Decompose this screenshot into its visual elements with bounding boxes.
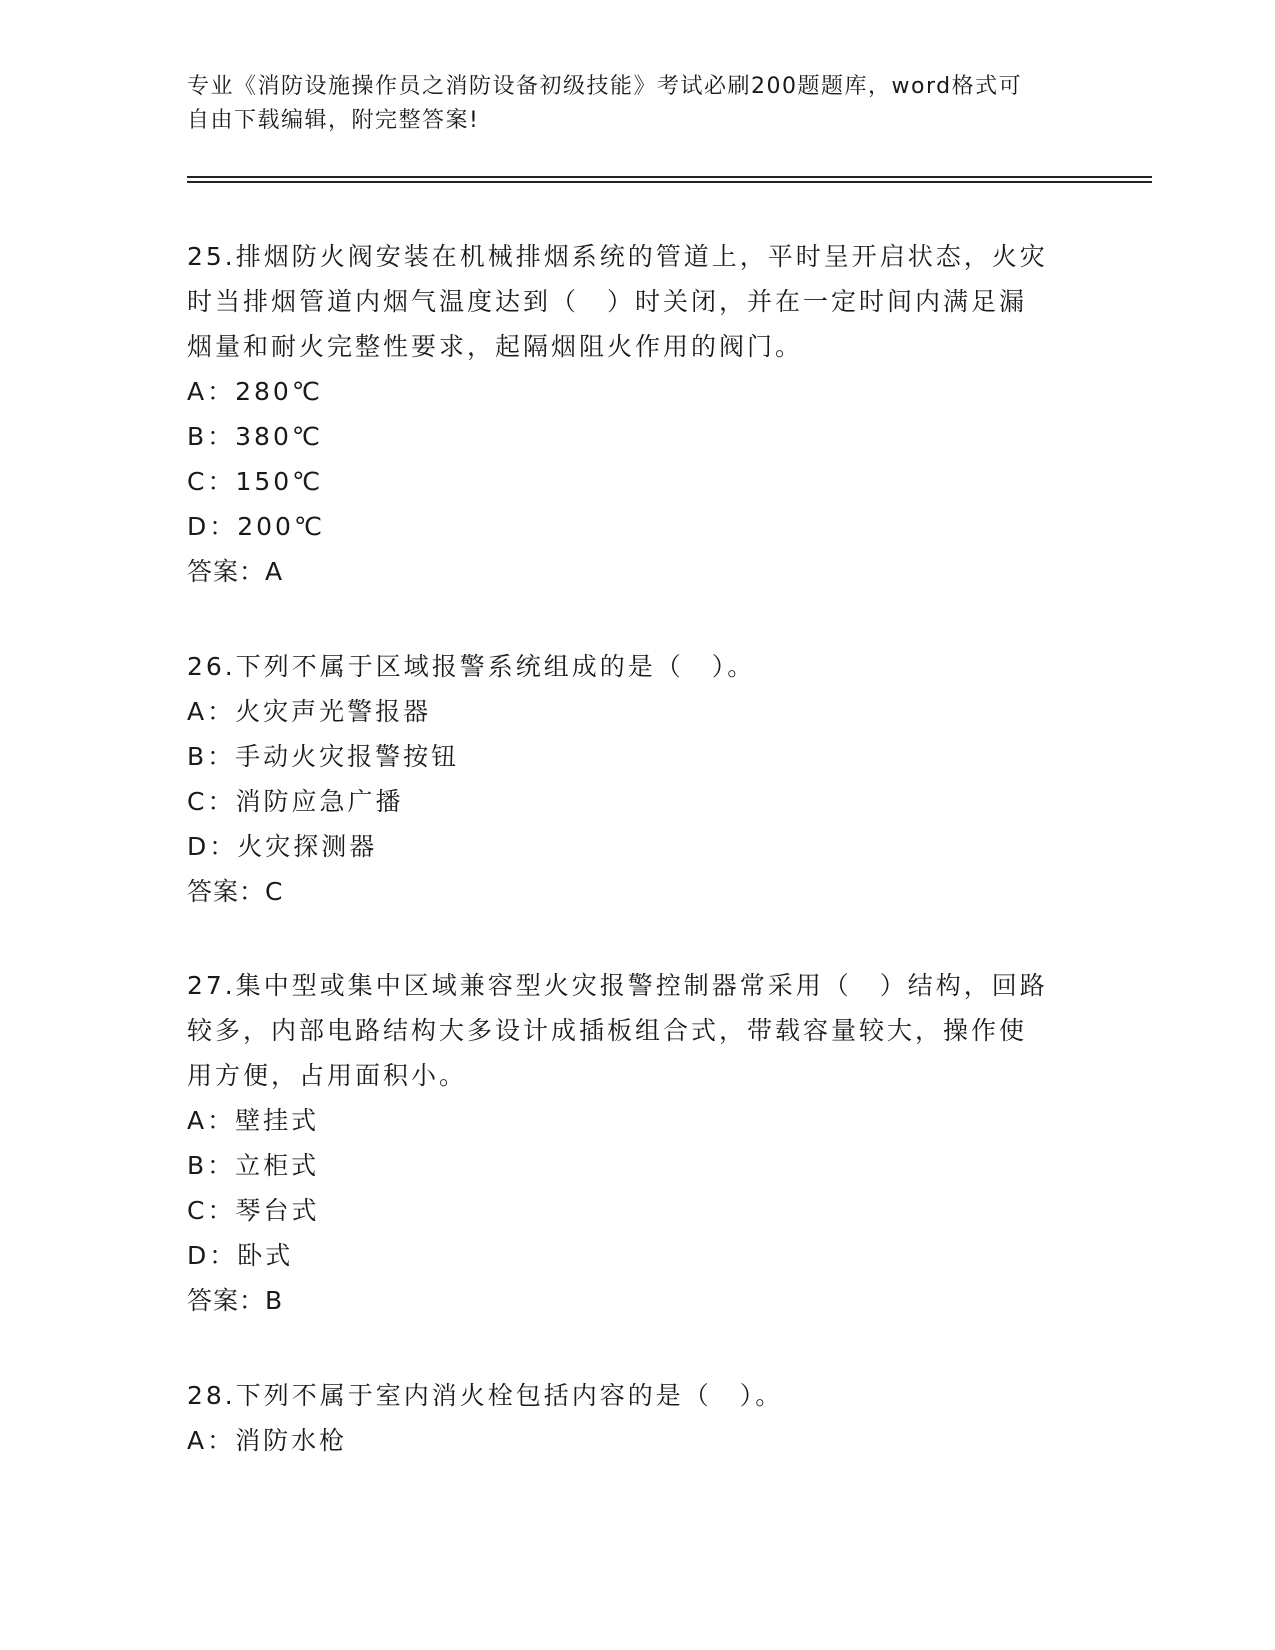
question-stem: [187, 963, 1067, 1098]
question-25: [187, 234, 1067, 594]
option-c: C：消防应急广播: [187, 787, 404, 816]
header-divider-top: [187, 176, 1152, 178]
stem-line: 用方便，占用面积小。: [187, 1061, 468, 1090]
answer-line: 答案：C: [187, 877, 284, 906]
stem-line: 28.下列不属于室内消火栓包括内容的是（ ）。: [187, 1381, 784, 1410]
stem-line: 25.排烟防火阀安装在机械排烟系统的管道上，平时呈开启状态，火灾: [187, 242, 1048, 271]
option-b: B：立柜式: [187, 1151, 320, 1180]
question-stem: [187, 1373, 1067, 1418]
option-a: A：280℃: [187, 377, 323, 406]
option-a: A：消防水枪: [187, 1426, 348, 1455]
option-a: A：壁挂式: [187, 1106, 320, 1135]
header-line-1: 专业《消防设施操作员之消防设备初级技能》考试必刷200题题库，word格式可: [187, 74, 1023, 99]
stem-line: 较多，内部电路结构大多设计成插板组合式，带载容量较大，操作使: [187, 1016, 1028, 1045]
stem-line: 27.集中型或集中区域兼容型火灾报警控制器常采用（ ）结构，回路: [187, 971, 1048, 1000]
stem-line: 时当排烟管道内烟气温度达到（ ）时关闭，并在一定时间内满足漏: [187, 287, 1028, 316]
option-b: B：手动火灾报警按钮: [187, 742, 460, 771]
document-header: [187, 70, 1067, 138]
option-d: D：火灾探测器: [187, 832, 378, 861]
option-b: B：380℃: [187, 422, 323, 451]
option-d: D：200℃: [187, 512, 326, 541]
question-27: [187, 963, 1067, 1323]
question-28: [187, 1373, 1067, 1463]
header-line-2: 自由下载编辑，附完整答案!: [187, 108, 480, 133]
option-d: D：卧式: [187, 1241, 294, 1270]
question-stem: [187, 644, 1067, 689]
answer-line: 答案：A: [187, 557, 284, 586]
stem-line: 烟量和耐火完整性要求，起隔烟阻火作用的阀门。: [187, 332, 804, 361]
option-c: C：150℃: [187, 467, 324, 496]
answer-line: 答案：B: [187, 1286, 284, 1315]
question-stem: [187, 234, 1067, 369]
question-26: [187, 644, 1067, 914]
stem-line: 26.下列不属于区域报警系统组成的是（ ）。: [187, 652, 756, 681]
option-c: C：琴台式: [187, 1196, 320, 1225]
header-divider-bottom: [187, 181, 1152, 183]
option-a: A：火灾声光警报器: [187, 697, 432, 726]
